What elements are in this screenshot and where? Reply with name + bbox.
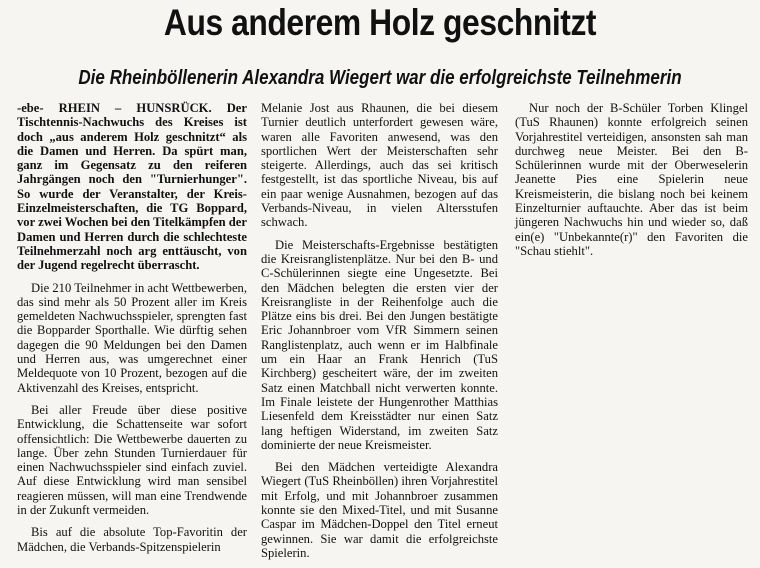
paragraph: Nur noch der B-Schüler Torben Klingel (TuS Rhaunen) konnte erfolgreich seinen Vorjahrestitel verteidigen, ansonsten sah man durchweg neue Meister. Bei den B-Schülerinnen wurde mit der Oberweselerin Jeanette Pies eine Spielerin neue Kreismeisterin, die bislang noch bei keinem Einzelturnier auftauchte. Aber das ist beim jüngeren Nachwuchs hin und wieder so, daß ein(e) "Unbekannte(r)" den Favoriten die "Schau stiehlt".	[515, 101, 748, 258]
paragraph: Die Meisterschafts-Ergebnisse bestätigten die Kreisranglistenplätze. Nur bei den B- und C-Schülerinnen siegte eine Ungesetzte. Bei den Mädchen belegten die ersten vier der Kreisrangliste in der Reihenfolge auch die Plätze eins bis drei. Bei den Jungen bestätigte Eric Johannbroer vom VfR Simmern seinen Ranglistenplatz, auch wenn er im Halbfinale um ein Haar an Frank Henrich (TuS Kirchberg) gescheitert wäre, der im zweiten Satz einen Matchball nicht verwerten konnte. Im Finale leistete der Hungenrother Matthias Liesenfeld dem Kreisstädter nur einen Satz lang heftigen Widerstand, im zweiten Satz dominierte der neue Kreismeister.	[261, 237, 498, 452]
paragraph: -ebe- RHEIN – HUNSRÜCK. Der Tischtennis-Nachwuchs des Kreises ist doch „aus anderem Holz geschnitzt“ als die Damen und Herren. Da spürt man, ganz im Gegensatz zu den reiferen Jahrgängen noch den "Turnierhunger". So wurde der Veranstalter, der Kreis-Einzelmeisterschaften, die TG Boppard, vor zwei Wochen bei den Titelkämpfen der Damen und Herren durch die schlechteste Teilnehmerzahl noch arg enttäuscht, von der Jugend regelrecht überrascht.	[17, 101, 247, 273]
article-column-3	[515, 101, 748, 266]
paragraph: Melanie Jost aus Rhaunen, die bei diesem Turnier deutlich unterfordert gewesen wäre, waren alle Favoriten anwesend, was den sportlichen Wert der Meisterschaften sehr steigerte. Allerdings, auch das sei kritisch festgestellt, ist das sportliche Niveau, bis auf ein paar wenige Ausnahmen, bezogen auf das Verbands-Niveau, in vielen Altersstufen schwach.	[261, 101, 498, 230]
article-column-1	[17, 101, 247, 562]
paragraph: Die 210 Teilnehmer in acht Wettbewerben, das sind mehr als 50 Prozent aller im Kreis gemeldeten Nachwuchsspieler, sprengten fast die Bopparder Sporthalle. Wie dürftig sehen dagegen die 90 Meldungen bei den Damen und Herren aus, was umgerechnet einer Meldequote von 10 Prozent, bezogen auf die Aktivenzahl des Kreises, entspricht.	[17, 280, 247, 395]
article-column-2	[261, 101, 498, 568]
headline: Aus anderem Holz geschnitzt	[163, 2, 597, 43]
paragraph: Bei aller Freude über diese positive Entwicklung, die Schattenseite war sofort offensichtlich: Die Wettbewerbe dauerten zu lange. Über zehn Stunden Turnierdauer für einen Nachwuchsspieler sind einfach zuviel. Auf diese Entwicklung wird man sensibel reagieren müssen, will man eine Trendwende in der Zukunft vermeiden.	[17, 402, 247, 518]
paragraph: Bei den Mädchen verteidigte Alexandra Wiegert (TuS Rheinböllen) ihren Vorjahrestitel mit Erfolg, und mit Johannbroer zusammen konnte sie den Mixed-Titel, und mit Susanne Caspar im Mädchen-Doppel den Titel erneut gewinnen. Sie war damit die erfolgreichste Spielerin.	[261, 460, 498, 560]
paragraph: Bis auf die absolute Top-Favoritin der Mädchen, die Verbands-Spitzenspielerin	[17, 525, 247, 554]
subheadline: Die Rheinböllenerin Alexandra Wiegert war die erfolgreichste Teilnehmerin	[78, 67, 682, 89]
